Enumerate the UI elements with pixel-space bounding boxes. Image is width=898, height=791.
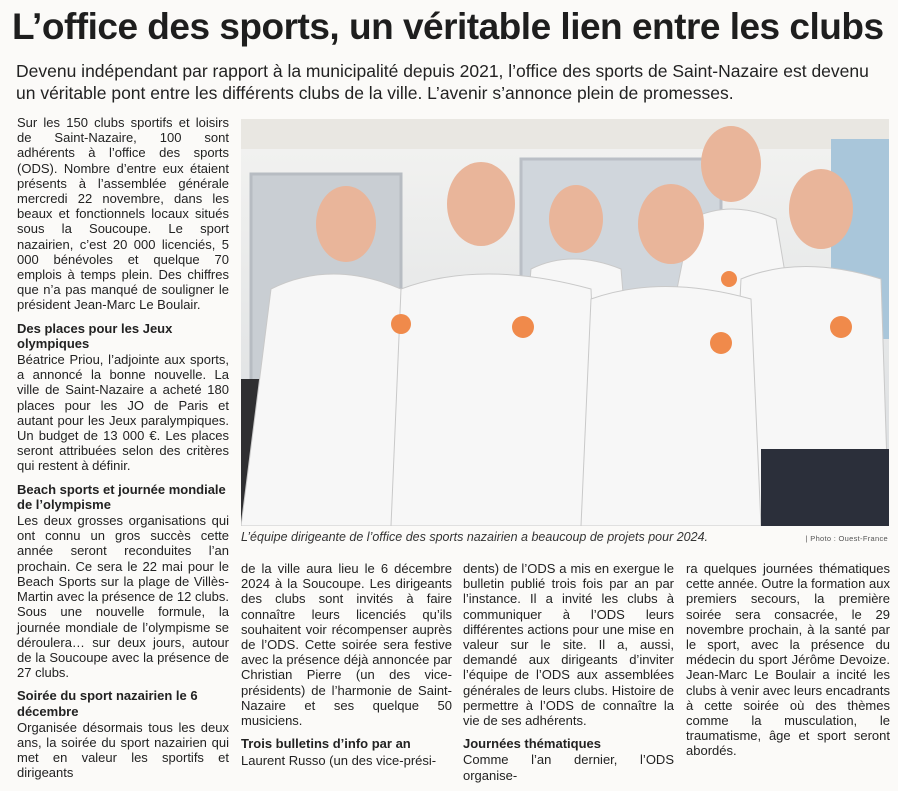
- article-column-1: [17, 115, 229, 789]
- article-headline: L’office des sports, un véritable lien entre les clubs: [12, 6, 884, 47]
- article-standfirst: Devenu indépendant par rapport à la municipalité depuis 2021, l’office des sports de Saint-Nazaire est devenu un véritable pont entre les différents clubs de la ville. L’avenir s’annonce plein de promesses.: [16, 61, 869, 103]
- intro-paragraph: Sur les 150 clubs sportifs et loisirs de Saint-Nazaire, 100 sont adhérents à l’office des sports (ODS). Nombre d’entre eux étaient présents à l’assemblée générale mercredi 22 novembre, dans les beaux et fonctionnels locaux situés sous la Soucoupe. Le sport nazairien, c’est 20 000 licenciés, 5 000 bénévoles et quelque 70 emplois à temps plein. Des chiffres que n’a pas manqué de souligner le président Jean-Marc Le Boulair.: [17, 115, 229, 313]
- column-paragraph: dents) de l’ODS a mis en exergue le bulletin publié trois fois par an par l’instance. Il a invité les clubs à communiquer à l’ODS leurs différentes actions pour une mise en valeur sur le site. Il a, aussi, demandé aux dirigeants d’inviter l’équipe de l’ODS aux assemblées générales de leurs clubs. Histoire de permettre à l’ODS de connaître la vie de ses adhérents.: [463, 561, 674, 729]
- article-column-4: [686, 561, 890, 767]
- article-column-2: [241, 561, 452, 777]
- section-heading: Des places pour les Jeux olympiques: [17, 320, 173, 351]
- photo-credit: | Photo : Ouest-France: [805, 534, 888, 543]
- section-heading: Beach sports et journée mondiale de l’olympisme: [17, 481, 226, 512]
- section-heading: Journées thématiques: [463, 736, 601, 752]
- section-paragraph: Béatrice Priou, l’adjointe aux sports, a annoncé la bonne nouvelle. La ville de Saint-Nazaire a acheté 180 places pour les JO de Paris et autant pour les Jeux paralympiques. Un budget de 13 000 €. Les places seront attribuées selon des critères qui restent à définir.: [17, 352, 229, 474]
- section-paragraph: Organisée désormais tous les deux ans, la soirée du sport nazairien qui met en valeur les sportifs et dirigeants: [17, 719, 229, 781]
- photo-caption: L’équipe dirigeante de l’office des sports nazairien a beaucoup de projets pour 2024.: [241, 530, 708, 544]
- article-column-3: [463, 561, 674, 791]
- team-photo: [241, 119, 889, 526]
- column-paragraph: de la ville aura lieu le 6 décembre 2024 à la Soucoupe. Les dirigeants des clubs sont invités à faire connaître leurs licenciés qu’ils souhaitent voir récompenser auprès de l’ODS. Cette soirée sera festive avec la présence déjà annoncée par Christian Pierre (un des vice-présidents) de l’harmonie de Saint-Nazaire et ses quelque 50 musiciens.: [241, 561, 452, 729]
- column-paragraph: Laurent Russo (un des vice-prési-: [241, 753, 437, 769]
- team-photo-illustration: [241, 119, 889, 526]
- section-heading: Trois bulletins d’info par an: [241, 736, 411, 752]
- section-paragraph: Les deux grosses organisations qui ont connu un gros succès cette année seront reconduites l’an prochain. Ce sera le 22 mai pour le Beach Sports sur la plage de Villès-Martin avec la présence de 12 clubs. Sous une nouvelle formule, la journée mondiale de l’olympisme se déroulera… sur deux jours, autour de la Soucoupe avec la présence de 27 clubs.: [17, 513, 229, 681]
- column-paragraph: Comme l’an dernier, l’ODS organise-: [463, 752, 674, 783]
- column-paragraph: ra quelques journées thématiques cette année. Outre la formation aux premiers secours, la première soirée sera consacrée, le 29 novembre prochain, à la santé par le sport, avec la présence du médecin du sport Jérôme Devoize. Jean-Marc Le Boulair a incité les clubs à venir avec leurs encadrants à cette soirée où des thèmes comme la musculation, le traumatisme, âge et sport seront abordés.: [686, 561, 890, 759]
- section-heading: Soirée du sport nazairien le 6 décembre: [17, 688, 198, 719]
